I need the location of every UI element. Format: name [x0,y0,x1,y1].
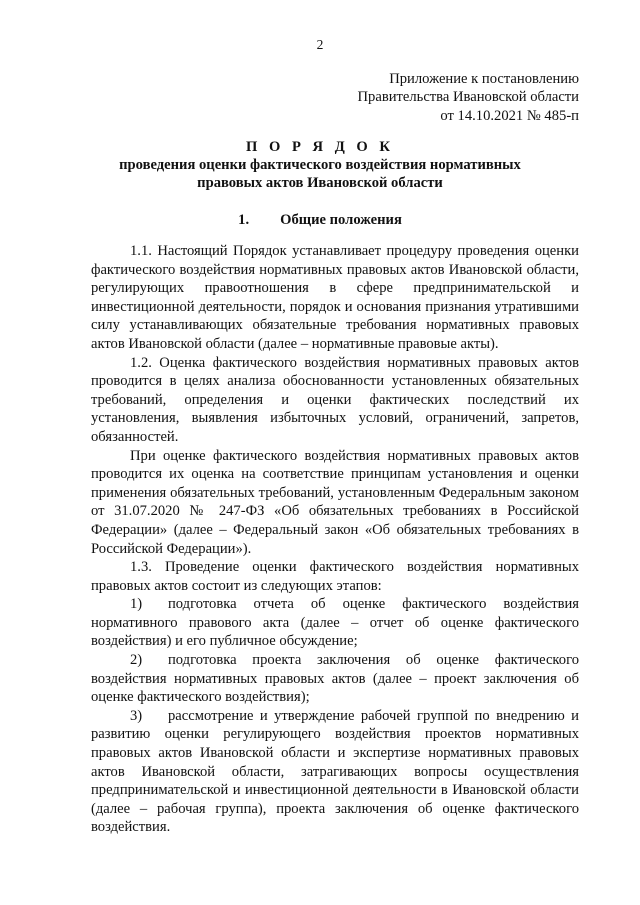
section-heading [0,211,640,230]
list-item [91,595,579,651]
appendix-line: Правительства Ивановской области [357,89,579,106]
appendix-block [358,70,579,125]
list-item-number: 3) [130,707,143,724]
paragraph-1-2: 1.2. Оценка фактического воздействия нормативных правовых актов проводится в целях анализа обоснованности установленных обязательных требований, определения и оценки фактических последствий их установления, выявления избыточных условий, ограничений, запретов, обязанностей. [91,354,579,445]
section-title: Общие положения [280,212,402,228]
paragraph-1-1: 1.1. Настоящий Порядок устанавливает процедуру проведения оценки фактического воздействия нормативных правовых актов Ивановской области, регулирующих правоотношения в сфере предпринимательской и инвестиционной деятельности, порядок и основания признания утратившими силу устанавливающих обязательные требования нормативных правовых актов Ивановской области (далее – нормативные правовые акты). [91,243,579,352]
list-item [91,707,579,837]
list-item [91,651,579,707]
list-item-text: подготовка отчета об оценке фактического воздействия нормативного правового акта (далее – отчет об оценке фактического воздействия) и его публичное обсуждение; [91,596,579,650]
section-number: 1. [238,212,250,228]
list-item-number: 2) [130,652,143,669]
document-body [91,242,579,837]
document-title: П О Р Я Д О К [245,139,395,155]
paragraph-1-3: 1.3. Проведение оценки фактического воздействия нормативных правовых актов состоит из следующих этапов: [91,559,579,594]
subtitle-line: проведения оценки фактического воздействия нормативных [119,157,521,173]
page-number: 2 [316,37,324,52]
list-item-number: 1) [130,596,143,613]
list-item-text: подготовка проекта заключения об оценке фактического воздействия нормативных правовых актов (далее – проект заключения об оценке фактического воздействия); [91,652,579,706]
list-item-text: рассмотрение и утверждение рабочей группой по внедрению и развитию оценки регулирующего воздействия проектов нормативных правовых актов Ивановской области и экспертизе нормативных правовых актов Ивановской области, затрагивающих вопросы осуществления предпринимательской и инвестиционной деятельности в Ивановской области (далее – рабочая группа), проекта заключения об оценке фактического воздействия. [91,707,579,836]
paragraph-federal-law: При оценке фактического воздействия нормативных правовых актов проводится их оценка на соответствие принципам установления и оценки применения обязательных требований, установленным Федеральным законом от 31.07.2020 № 247-ФЗ «Об обязательных требованиях в Российской Федерации» (далее – Федеральный закон «Об обязательных требованиях в Российской Федерации»). [91,447,579,557]
document-subtitle [0,156,640,193]
appendix-line: от 14.10.2021 № 485-п [440,107,579,124]
appendix-line: Приложение к постановлению [389,71,579,87]
subtitle-line: правовых актов Ивановской области [197,175,443,192]
